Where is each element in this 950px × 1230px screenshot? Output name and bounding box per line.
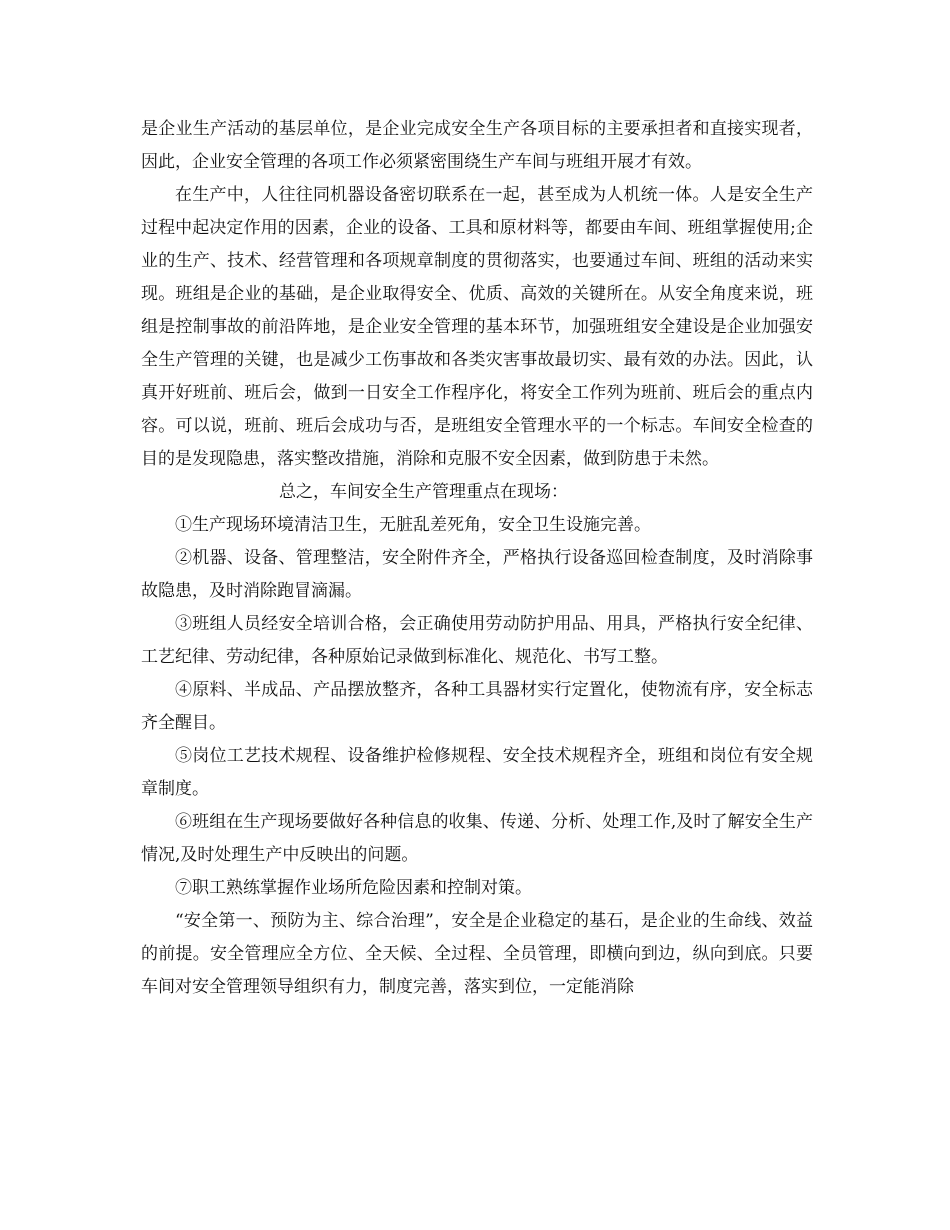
list-item-5: ⑤岗位工艺技术规程、设备维护检修规程、安全技术规程齐全，班组和岗位有安全规章制度。 — [141, 746, 813, 799]
paragraph-human-machine: 在生产中，人往往同机器设备密切联系在一起，甚至成为人机统一体。人是安全生产过程中起决定作用的因素，企业的设备、工具和原材料等，都要由车间、班组掌握使用;企业的生产、技术、经营管理和各项规章制度的贯彻落实，也要通过车间、班组的活动来实现。班组是企业的基础，是企业取得安全、优质、高效的关键所在。从安全角度来说，班组是控制事故的前沿阵地，是企业安全管理的基本环节，加强班组安全建设是企业加强安全生产管理的关键，也是减少工伤事故和各类灾害事故最切实、最有效的办法。因此，认真开好班前、班后会，做到一日安全工作程序化，将安全工作列为班前、班后会的重点内容。可以说，班前、班后会成功与否，是班组安全管理水平的一个标志。车间安全检查的目的是发现隐患，落实整改措施，消除和克服不安全因素，做到防患于未然。 — [141, 185, 813, 469]
list-item-2: ②机器、设备、管理整洁，安全附件齐全，严格执行设备巡回检查制度，及时消除事故隐患，及时消除跑冒滴漏。 — [141, 548, 813, 601]
list-item-4: ④原料、半成品、产品摆放整齐，各种工具器材实行定置化，使物流有序，安全标志齐全醒目。 — [141, 680, 813, 733]
list-item-7: ⑦职工熟练掌握作业场所危险因素和控制对策。 — [175, 878, 532, 898]
list-item-1: ①生产现场环境清洁卫生，无脏乱差死角，安全卫生设施完善。 — [175, 515, 651, 535]
paragraph-summary-heading: 总之，车间安全生产管理重点在现场： — [279, 482, 568, 502]
list-item-6: ⑥班组在生产现场要做好各种信息的收集、传递、分析、处理工作,及时了解安全生产情况,及时处理生产中反映出的问题。 — [141, 812, 813, 865]
paragraph-continuation: 是企业生产活动的基层单位，是企业完成安全生产各项目标的主要承担者和直接实现者，因此，企业安全管理的各项工作必须紧密围绕生产车间与班组开展才有效。 — [141, 119, 813, 172]
paragraph-safety-first: “安全第一、预防为主、综合治理”，安全是企业稳定的基石，是企业的生命线、效益的前提。安全管理应全方位、全天候、全过程、全员管理，即横向到边，纵向到底。只要车间对安全管理领导组织有力，制度完善，落实到位，一定能消除 — [141, 911, 813, 997]
document-body — [141, 113, 813, 1004]
list-item-3: ③班组人员经安全培训合格，会正确使用劳动防护用品、用具，严格执行安全纪律、工艺纪律、劳动纪律，各种原始记录做到标准化、规范化、书写工整。 — [141, 614, 813, 667]
